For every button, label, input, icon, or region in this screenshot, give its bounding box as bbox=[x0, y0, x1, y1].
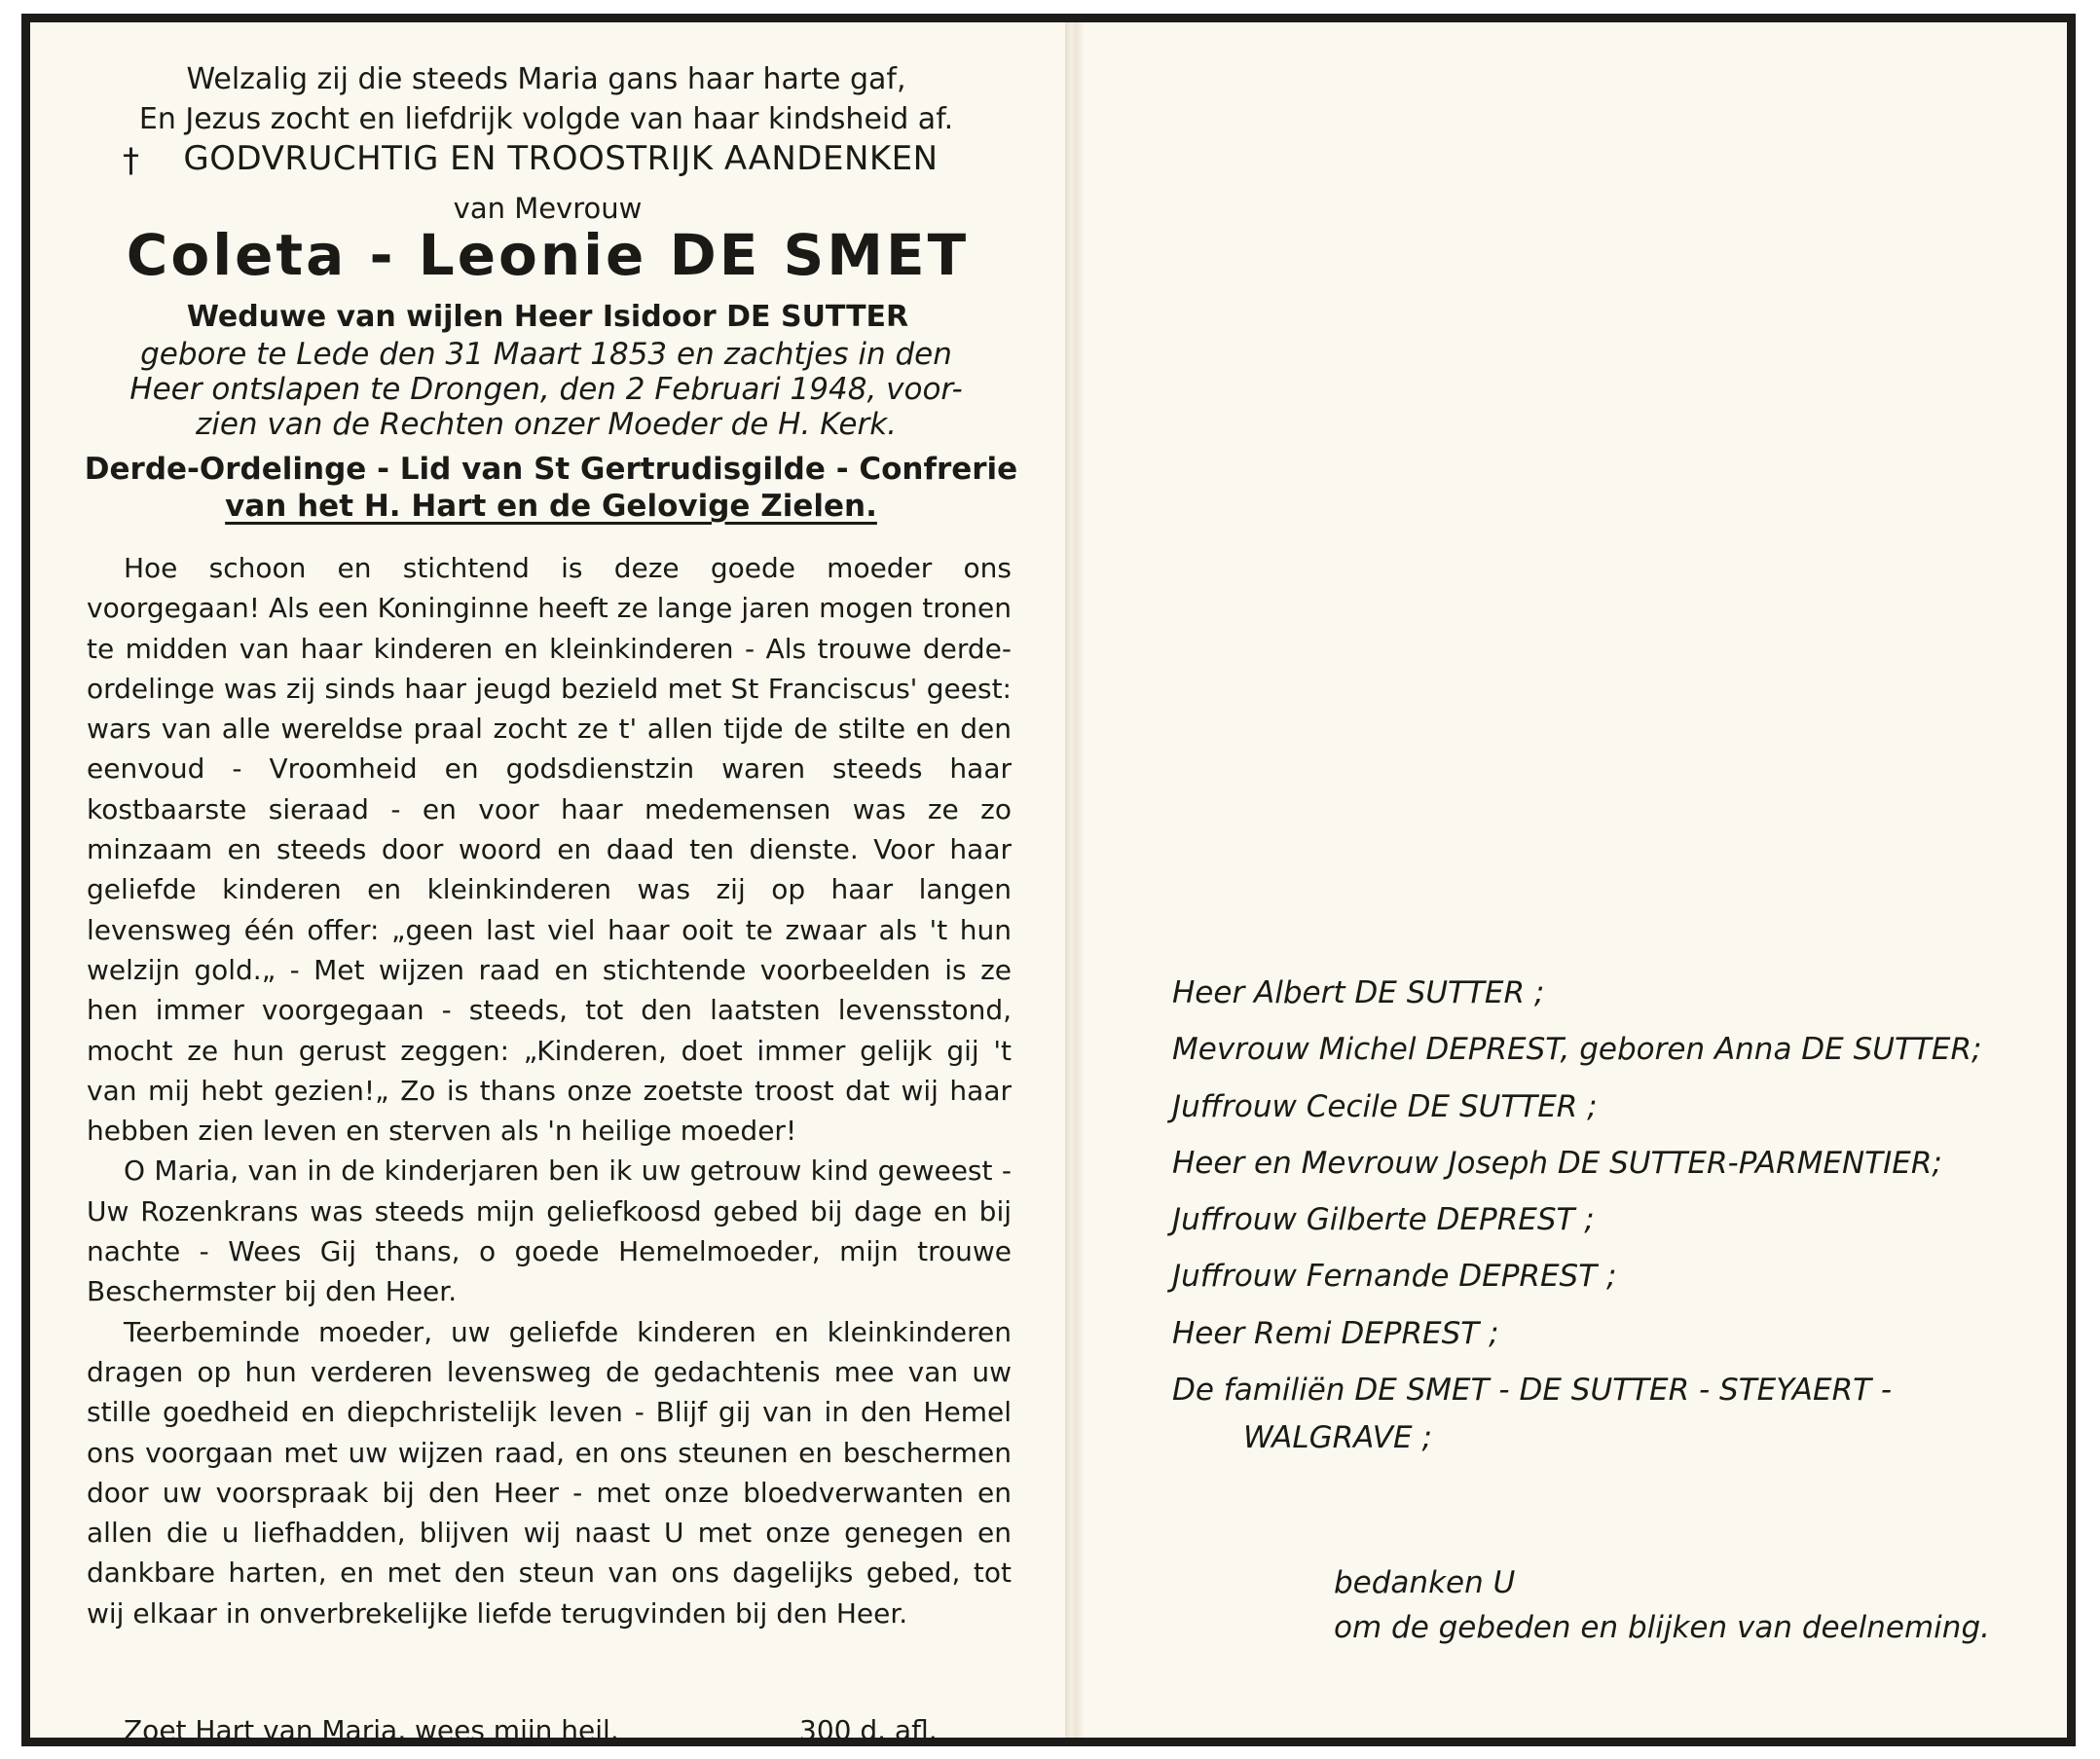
thanks-line: bedanken U bbox=[1334, 1565, 1516, 1600]
thanks-note bbox=[1334, 1560, 1990, 1650]
closing-prayer: Zoet Hart van Maria, wees mijn heil. bbox=[124, 1714, 619, 1746]
widow-line: Weduwe van wijlen Heer Isidoor DE SUTTER bbox=[186, 300, 909, 334]
family-list bbox=[1172, 965, 2048, 1457]
family-member-continued: WALGRAVE ; bbox=[1243, 1420, 1432, 1456]
left-page bbox=[30, 22, 1065, 1746]
verse-line: En Jezus zocht en liefdrijk volgde van haar kindsheid af. bbox=[138, 102, 954, 136]
deceased-name: Coleta - Leonie DE SMET bbox=[126, 222, 970, 288]
memorial-text bbox=[87, 548, 1012, 1633]
paragraph: O Maria, van in de kinderjaren ben ik uw getrouw kind geweest - Uw Rozenkrans was steeds mijn geliefkoosd gebed bij dage en bij nachte - Wees Gij thans, o goede Hemelmoeder, mijn trouwe Beschermster bij den Heer. bbox=[87, 1154, 1012, 1308]
verse-line: Welzalig zij die steeds Maria gans haar harte gaf, bbox=[186, 62, 906, 96]
indulgence-note: 300 d. afl. bbox=[799, 1714, 938, 1746]
paragraph: Teerbeminde moeder, uw geliefde kinderen en kleinkinderen dragen op hun verderen levensweg de gedachtenis mee van uw stille goedheid en diepchristelijk leven - Blijf gij van in den Hemel ons voorgaan met uw wijzen raad, en ons steunen en beschermen door uw voorspraak bij den Heer - met onze bloedverwanten en allen die u liefhadden, blijven wij naast U met onze genegen en dankbare harten, en met den steun van ons dagelijks gebed, tot wij elkaar in onverbrekelijke liefde terugvinden bij den Heer. bbox=[87, 1315, 1012, 1630]
right-page bbox=[1083, 22, 2067, 1738]
birth-death-details bbox=[84, 337, 1009, 442]
memorial-card bbox=[21, 14, 2076, 1746]
affiliation-line: van het H. Hart en de Gelovige Zielen. bbox=[225, 489, 877, 524]
family-member: Heer Albert DE SUTTER ; bbox=[1172, 975, 1545, 1010]
family-member: Juffrouw Gilberte DEPREST ; bbox=[1172, 1202, 1595, 1238]
birth-line: gebore te Lede den 31 Maart 1853 en zachtjes in den bbox=[140, 337, 952, 372]
family-member: Mevrouw Michel DEPREST, geboren Anna DE SUTTER; bbox=[1172, 1032, 1982, 1068]
paragraph: Hoe schoon en stichtend is deze goede moeder ons voorgegaan! Als een Koninginne heeft ze lange jaren mogen tronen te midden van haar kinderen en kleinkinderen - Als trouwe derde-ordelinge was zij sinds haar jeugd bezield met St Franciscus' geest: wars van alle wereldse praal zocht ze t' allen tijde de stilte en den eenvoud - Vroomheid en godsdienstzin waren steeds haar kostbaarste sieraad - en voor haar medemensen was ze zo minzaam en steeds door woord en daad ten dienste. Voor haar geliefde kinderen en kleinkinderen was zij op haar langen levensweg één offer: „geen last viel haar ooit te zwaar als 't hun welzijn gold.„ - Met wijzen raad en stichtende voorbeelden is ze hen immer voorgegaan - steeds, tot den laatsten levensstond, mocht ze hun gerust zeggen: „Kinderen, doet immer gelijk gij 't van mij hebt gezien!„ Zo is thans onze zoetste troost dat wij haar hebben zien leven en sterven als 'n heilige moeder! bbox=[87, 552, 1012, 1148]
card-fold bbox=[1065, 22, 1083, 1738]
family-member: Juffrouw Cecile DE SUTTER ; bbox=[1172, 1088, 1598, 1124]
family-member: De familiën DE SMET - DE SUTTER - STEYAERT - bbox=[1172, 1373, 1893, 1409]
family-member: Juffrouw Fernande DEPREST ; bbox=[1172, 1259, 1617, 1295]
affiliation-line: Derde-Ordelinge - Lid van St Gertrudisgilde - Confrerie bbox=[84, 452, 1018, 487]
birth-line: Heer ontslapen te Drongen, den 2 Februari 1948, voor- bbox=[129, 372, 963, 407]
opening-verse bbox=[89, 59, 1004, 139]
memorial-heading: GODVRUCHTIG EN TROOSTRIJK AANDENKEN bbox=[183, 139, 939, 178]
thanks-line: om de gebeden en blijken van deelneming. bbox=[1334, 1610, 1990, 1645]
family-member: Heer en Mevrouw Joseph DE SUTTER-PARMENTIER; bbox=[1172, 1145, 1942, 1181]
birth-line: zien van de Rechten onzer Moeder de H. Kerk. bbox=[195, 407, 898, 442]
van-mevrouw: van Mevrouw bbox=[453, 192, 643, 225]
family-member: Heer Remi DEPREST ; bbox=[1172, 1315, 1499, 1351]
cross-icon: † bbox=[123, 141, 139, 180]
religious-affiliations bbox=[69, 451, 1033, 525]
